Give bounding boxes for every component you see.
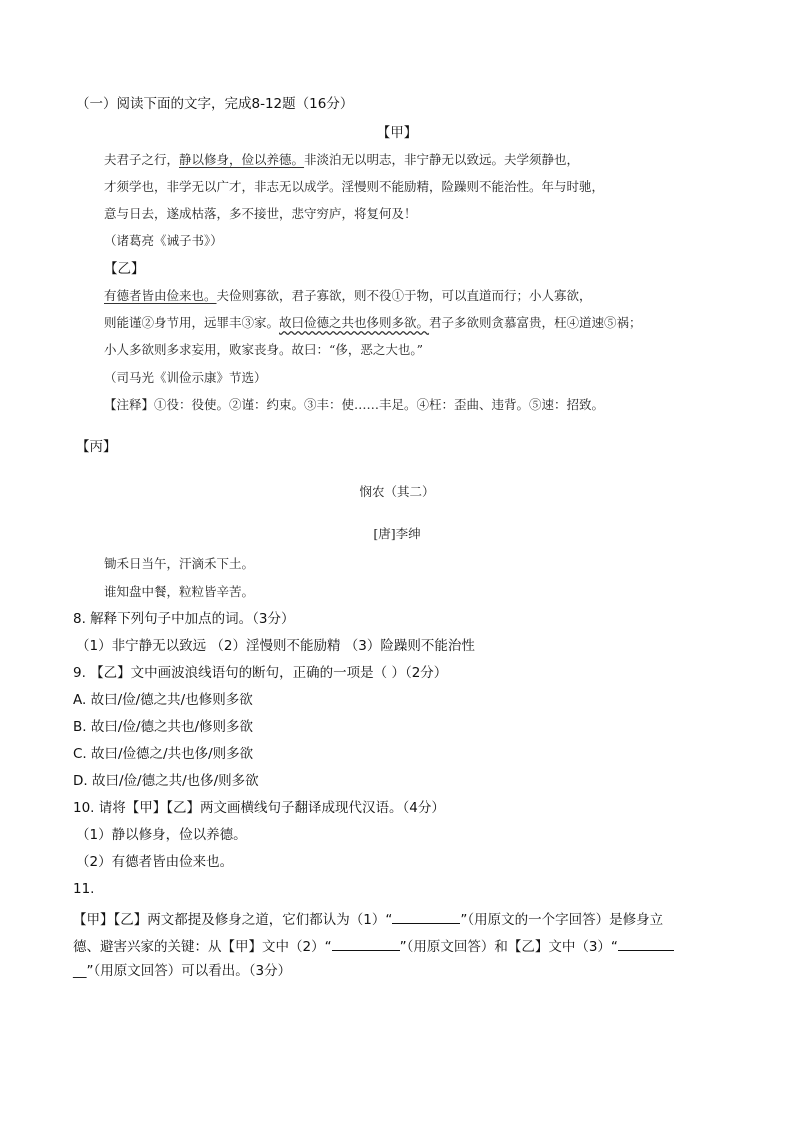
q10-stem: 10. 请将【甲】【乙】两文画横线句子翻译成现代汉语。（4分） — [73, 800, 445, 816]
q9-option-c: C. 故曰/俭德之/共也侈/则多欲 — [73, 746, 254, 762]
q8-stem: 8. 解释下列句子中加点的词。（3分） — [73, 611, 295, 627]
poem-line-1: 锄禾日当午，汗滴禾下土。 — [104, 556, 255, 571]
yi-line-2-b: 君子多欲则贪慕富贵，枉④道速⑤祸； — [429, 315, 642, 330]
yi-line-1 — [104, 290, 592, 303]
yi-wavy-sentence: 故曰俭德之共也侈则多欲。 — [279, 315, 430, 330]
jia-line-2: 才须学也，非学无以广才，非志无以成学。淫慢则不能励精，险躁则不能治性。年与时驰， — [104, 179, 605, 194]
jia-line-1 — [104, 154, 579, 167]
q11-number: 11. — [73, 881, 95, 897]
q11-line-2-a: 德、避害兴家的关键：从【甲】文中（2）“ — [73, 939, 332, 955]
q9-option-d: D. 故曰/俭/德之共/也侈/则多欲 — [73, 773, 259, 789]
q11-line-3: __”（用原文回答）可以看出。（3分） — [73, 963, 292, 979]
poem-line-2: 谁知盘中餐，粒粒皆辛苦。 — [104, 584, 255, 599]
q8-items: （1）非宁静无以致远 （2）淫慢则不能励精 （3）险躁则不能治性 — [76, 638, 475, 654]
bing-label: 【丙】 — [76, 439, 117, 455]
yi-label: 【乙】 — [104, 261, 145, 277]
q11-line-1-b: ”（用原文的一个字回答）是修身立 — [460, 912, 664, 928]
poem-author: [唐]李绅 — [373, 526, 421, 541]
q11-line-2 — [73, 938, 674, 955]
q10-item-1: （1）静以修身，俭以养德。 — [76, 827, 247, 843]
jia-line-3: 意与日去，遂成枯落，多不接世，悲守穷庐，将复何及！ — [104, 206, 417, 221]
q11-line-1-a: 【甲】【乙】两文都提及修身之道，它们都认为（1）“ — [73, 912, 393, 928]
yi-line-2-a: 则能谨②身节用，远罪丰③家。 — [104, 315, 280, 330]
jia-underlined-sentence: 静以修身，俭以养德。 — [179, 152, 305, 167]
answer-blank-3[interactable] — [618, 938, 674, 951]
q11-line-1 — [73, 911, 663, 928]
answer-blank-2[interactable] — [332, 938, 400, 951]
poem-title: 悯农（其二） — [359, 484, 435, 499]
yi-notes: 【注释】①役：役使。②谨：约束。③丰：使……丰足。④枉：歪曲、违背。⑤速：招致。 — [104, 397, 605, 412]
yi-line-2 — [104, 317, 642, 330]
yi-line-3: 小人多欲则多求妄用，败家丧身。故曰：“侈，恶之大也。” — [104, 342, 424, 357]
answer-blank-1[interactable] — [392, 911, 460, 924]
jia-label: 【甲】 — [376, 125, 418, 141]
q9-stem: 9. 【乙】文中画波浪线语句的断句，正确的一项是（ ）（2分） — [73, 665, 448, 681]
q9-option-a: A. 故曰/俭/德之共/也修则多欲 — [73, 692, 253, 708]
q10-item-2: （2）有德者皆由俭来也。 — [76, 854, 234, 870]
yi-line-1-b: 夫俭则寡欲，君子寡欲，则不役①于物，可以直道而行；小人寡欲， — [216, 288, 592, 303]
jia-line-1-b: 非淡泊无以明志，非宁静无以致远。夫学须静也， — [304, 152, 580, 167]
q11-line-2-b: ”（用原文回答）和【乙】文中（3）“ — [399, 939, 618, 955]
yi-source: （司马光《训俭示康》节选） — [104, 370, 267, 385]
q9-option-b: B. 故曰/俭/德之共也/修则多欲 — [73, 719, 253, 735]
yi-underlined-sentence: 有德者皆由俭来也。 — [104, 288, 217, 303]
section-header: （一）阅读下面的文字，完成8-12题（16分） — [76, 96, 354, 112]
jia-line-1-a: 夫君子之行， — [104, 152, 180, 167]
jia-source: （诸葛亮《诫子书》） — [104, 233, 223, 248]
